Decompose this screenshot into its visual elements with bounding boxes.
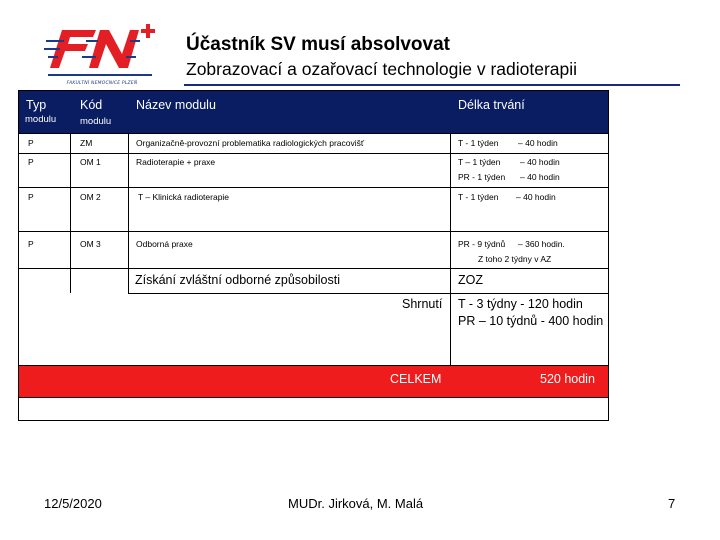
- header-delka: Délka trvání: [458, 98, 525, 112]
- summary-line-2: PR – 10 týdnů - 400 hodin: [458, 314, 604, 328]
- cell-nazev: Odborná praxe: [136, 239, 193, 249]
- summary-line-1: T - 3 týdny - 120 hodin: [458, 297, 583, 311]
- header-typ-sub: modulu: [25, 114, 57, 125]
- cell-nazev: Organizačně-provozní problematika radiologických pracovišť: [136, 138, 365, 148]
- competence-label: Získání zvláštní odborné způsobilosti: [135, 273, 340, 287]
- cell-delka-weeks: T - 1 týden: [458, 138, 499, 148]
- page-number: 7: [668, 496, 676, 511]
- footer-date: 12/5/2020: [44, 496, 102, 511]
- cell-delka-weeks: PR - 9 týdnů: [458, 239, 506, 249]
- cell-kod: OM 2: [80, 192, 101, 202]
- cell-delka-hours: – 360 hodin.: [518, 239, 565, 249]
- cell-delka-hours: – 40 hodin: [520, 157, 560, 167]
- cell-typ: P: [28, 239, 34, 249]
- cell-nazev: T – Klinická radioterapie: [138, 192, 230, 202]
- cell-delka-weeks-2: PR - 1 týden: [458, 172, 506, 182]
- cell-delka-hours: – 40 hodin: [516, 192, 556, 202]
- cell-delka-weeks: T – 1 týden: [458, 157, 501, 167]
- header-typ: Typ: [26, 98, 47, 112]
- fn-plzen-logo: [44, 22, 162, 90]
- cell-kod: ZM: [80, 138, 93, 148]
- summary-label: Shrnutí: [402, 297, 443, 311]
- cell-typ: P: [28, 138, 34, 148]
- header-kod-sub: modulu: [80, 116, 112, 127]
- total-value: 520 hodin: [540, 372, 595, 386]
- slide-subtitle: Zobrazovací a ozařovací technologie v radioterapii: [186, 59, 578, 79]
- cell-typ: P: [28, 192, 34, 202]
- cell-delka-hours: – 40 hodin: [518, 138, 558, 148]
- cell-kod: OM 1: [80, 157, 101, 167]
- cell-typ: P: [28, 157, 34, 167]
- cell-delka-weeks: T - 1 týden: [458, 192, 499, 202]
- total-label: CELKEM: [390, 372, 442, 386]
- logo-caption: FAKULTNÍ NEMOCNICE PLZEŇ: [66, 81, 138, 86]
- footer-authors: MUDr. Jirková, M. Malá: [288, 496, 424, 511]
- total-row-band: [18, 365, 609, 397]
- header-nazev: Název modulu: [136, 98, 216, 112]
- cell-nazev: Radioterapie + praxe: [136, 157, 216, 167]
- header-kod: Kód: [80, 98, 103, 112]
- title-rule: [184, 84, 680, 86]
- competence-value: ZOZ: [458, 273, 483, 287]
- cell-kod: OM 3: [80, 239, 101, 249]
- slide-title: Účastník SV musí absolvovat: [186, 34, 450, 55]
- cell-delka-hours-2: – 40 hodin: [520, 172, 560, 182]
- cell-delka-note: Z toho 2 týdny v AZ: [478, 254, 552, 264]
